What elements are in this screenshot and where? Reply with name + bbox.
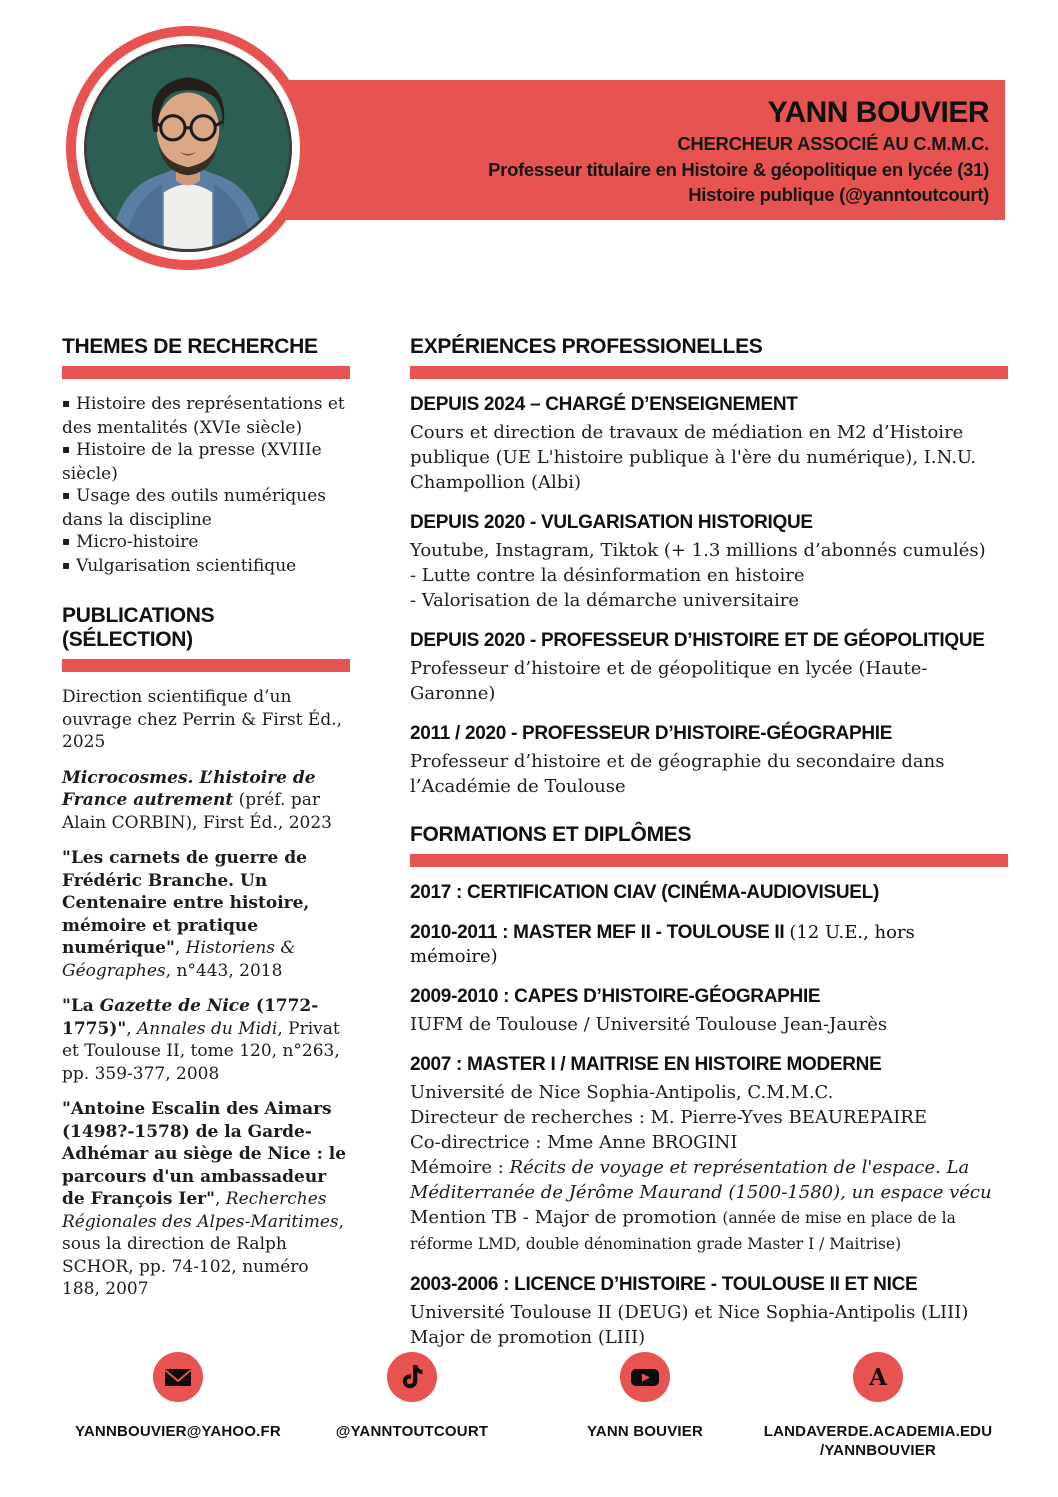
red-divider [62, 659, 350, 672]
square-bullet-icon: ▪ [62, 488, 71, 502]
contact-email-label: YANNBOUVIER@YAHOO.FR [75, 1423, 281, 1440]
text-segment: 2007 : MASTER I / MAITRISE EN HISTOIRE MODERNE [410, 1054, 882, 1075]
text-segment: Université Toulouse II (DEUG) et Nice Sophia-Antipolis (LIII) [410, 1302, 969, 1323]
text-segment: Université de Nice Sophia-Antipolis, C.M.M.C. [410, 1082, 834, 1103]
experience-entry-text [410, 538, 1008, 563]
portrait-illustration [87, 47, 289, 249]
text-segment: Mémoire : [410, 1157, 510, 1178]
section-publications [62, 604, 350, 1301]
experience-entry [410, 393, 1008, 495]
text-segment: (1772-1775)" [62, 996, 319, 1039]
text-segment: IUFM de Toulouse / Université Toulouse Jean-Jaurès [410, 1014, 888, 1035]
text-segment: Directeur de recherches : M. Pierre-Yves BEAUREPAIRE [410, 1107, 927, 1128]
theme-item-label: Usage des outils numériques dans la discipline [62, 486, 327, 530]
theme-item-label: Histoire de la presse (XVIIIe siècle) [62, 440, 322, 484]
contact-academia-label: LANDAVERDE.ACADEMIA.EDU [763, 1423, 993, 1440]
formation-entry-text [410, 1130, 1008, 1155]
red-divider [62, 366, 350, 379]
contact-academia-label-2: /YANNBOUVIER [819, 1442, 937, 1459]
experience-entry [410, 511, 1008, 613]
experience-entry-title [410, 722, 1008, 746]
experience-entry-text [410, 656, 1008, 706]
email-icon [153, 1352, 203, 1402]
contact-youtube-label: YANN BOUVIER [586, 1423, 704, 1440]
text-segment: (12 U.E., hors mémoire) [410, 922, 915, 967]
profile-photo-inner-ring [76, 36, 300, 260]
youtube-icon [620, 1352, 670, 1402]
contact-academia [743, 1352, 1013, 1460]
text-segment: , n°443, 2018 [165, 960, 283, 981]
header-banner [240, 80, 1005, 220]
text-segment: Mention TB - Major de promotion [410, 1207, 723, 1228]
text-segment: DEPUIS 2020 - PROFESSEUR D’HISTOIRE ET DE GÉOPOLITIQUE [410, 630, 985, 651]
text-segment: Annales du Midi [137, 1018, 278, 1039]
experience-entry-text [410, 563, 1008, 588]
text-segment: DEPUIS 2024 – CHARGÉ D’ENSEIGNEMENT [410, 394, 798, 415]
text-segment: , Privat et Toulouse II, tome 120, n°263, pp. 359-377, 2008 [62, 1018, 340, 1084]
formation-entry-text [410, 1205, 1008, 1257]
experience-entry [410, 629, 1008, 706]
text-segment: Youtube, Instagram, Tiktok (+ 1.3 millions d’abonnés cumulés) [410, 540, 986, 561]
square-bullet-icon: ▪ [62, 442, 71, 456]
experience-entry-text [410, 749, 1008, 799]
text-segment: 2009-2010 : CAPES D’HISTOIRE-GÉOGRAPHIE [410, 986, 821, 1007]
formation-entry-text [410, 1325, 1008, 1350]
square-bullet-icon: ▪ [62, 557, 71, 572]
person-name: YANN BOUVIER [767, 96, 989, 129]
profile-photo [84, 44, 292, 252]
theme-item-label: Histoire des représentations et des mentalités (XVIe siècle) [62, 394, 345, 438]
formation-entry [410, 1273, 1008, 1350]
text-segment: (préf. par Alain CORBIN), First Éd., 2023 [62, 790, 332, 833]
experiences-title: EXPÉRIENCES PROFESSIONELLES [410, 335, 763, 358]
text-segment: - Valorisation de la démarche universitaire [410, 590, 800, 611]
person-role-2: Professeur titulaire en Histoire & géopolitique en lycée (31) [488, 158, 989, 180]
square-bullet-icon: ▪ [62, 534, 71, 548]
text-segment: "Antoine Escalin des Aimars (1498?-1578) de la Garde-Adhémar au siège de Nice : le parcours d'un ambassadeur de François Ier" [62, 1099, 347, 1209]
formation-entry-title [410, 1273, 1008, 1297]
experience-entry-text [410, 420, 1008, 495]
text-segment: Direction scientifique d’un ouvrage chez Perrin & First Éd., 2025 [62, 687, 343, 752]
red-divider [410, 854, 1008, 867]
experience-entry-text [410, 588, 1008, 613]
text-segment: Gazette de Nice [99, 996, 250, 1016]
text-segment: Recherches Régionales des Alpes-Maritimes [62, 1189, 339, 1232]
text-segment: 2017 : CERTIFICATION CIAV (CINÉMA-AUDIOVISUEL) [410, 882, 879, 903]
formation-entry-text [410, 1300, 1008, 1325]
formations-title: FORMATIONS ET DIPLÔMES [410, 823, 692, 846]
text-segment: DEPUIS 2020 - VULGARISATION HISTORIQUE [410, 512, 813, 533]
publications-list [62, 686, 350, 1301]
text-segment: 2003-2006 : LICENCE D’HISTOIRE - TOULOUSE II ET NICE [410, 1274, 918, 1295]
text-segment: Professeur d’histoire et de géographie du secondaire dans l’Académie de Toulouse [410, 751, 945, 797]
text-segment: Historiens & Géographes [62, 938, 296, 981]
formation-entry-text [410, 1155, 1008, 1205]
svg-text:A: A [869, 1364, 887, 1391]
text-segment: "La [62, 996, 100, 1016]
publications-title: PUBLICATIONS (SÉLECTION) [62, 604, 215, 651]
section-experiences [410, 335, 1008, 799]
text-segment: Professeur d’histoire et de géopolitique en lycée (Haute-Garonne) [410, 658, 928, 704]
formation-entry [410, 921, 1008, 969]
contact-youtube [510, 1352, 780, 1441]
theme-item [62, 531, 350, 555]
experiences-list [410, 393, 1008, 799]
text-segment: Microcosmes. L’histoire de France autrement [62, 767, 316, 810]
theme-item-label: Micro-histoire [76, 532, 199, 552]
theme-item [62, 555, 350, 579]
experience-entry-title [410, 511, 1008, 535]
experience-entry [410, 722, 1008, 799]
contact-tiktok [277, 1352, 547, 1441]
formation-entry-title [410, 1053, 1008, 1077]
formation-entry-title [410, 921, 1008, 969]
publication-item [62, 847, 350, 982]
text-segment: - Lutte contre la désinformation en histoire [410, 565, 805, 586]
text-segment: 2011 / 2020 - PROFESSEUR D’HISTOIRE-GÉOGRAPHIE [410, 723, 893, 744]
publication-item [62, 686, 350, 754]
publication-item [62, 767, 350, 835]
formations-list [410, 881, 1008, 1350]
red-divider [410, 366, 1008, 379]
text-segment: , [214, 1189, 226, 1209]
experience-entry-title [410, 629, 1008, 653]
contact-email [43, 1352, 313, 1441]
section-themes [62, 335, 350, 578]
text-segment: Major de promotion (LIII) [410, 1327, 646, 1348]
experience-entry-title [410, 393, 1008, 417]
formation-entry [410, 1053, 1008, 1257]
academia-icon [853, 1352, 903, 1402]
text-segment: , [174, 938, 186, 958]
formation-entry [410, 985, 1008, 1037]
theme-item [62, 485, 350, 531]
formation-entry-title [410, 881, 1008, 905]
publication-item [62, 1098, 350, 1301]
text-segment: Co-directrice : Mme Anne BROGINI [410, 1132, 738, 1153]
formation-entry-text [410, 1080, 1008, 1105]
square-bullet-icon: ▪ [62, 396, 71, 410]
left-column [62, 335, 350, 1314]
theme-item [62, 393, 350, 439]
text-segment: "Les carnets de guerre de Frédéric Branche. Un Centenaire entre histoire, mémoire et pratique numérique" [62, 848, 310, 958]
right-column [410, 335, 1008, 1366]
theme-item [62, 439, 350, 485]
text-segment: 2010-2011 : MASTER MEF II - TOULOUSE II [410, 922, 790, 943]
text-segment: , sous la direction de Ralph SCHOR, pp. 74-102, numéro 188, 2007 [62, 1211, 345, 1299]
person-role-3: Histoire publique (@yanntoutcourt) [688, 184, 989, 205]
formation-entry [410, 881, 1008, 905]
formation-entry-title [410, 985, 1008, 1009]
themes-title: THEMES DE RECHERCHE [62, 335, 318, 358]
publication-item [62, 995, 350, 1085]
profile-photo-ring [66, 26, 310, 270]
person-role-1: CHERCHEUR ASSOCIÉ AU C.M.M.C. [677, 133, 989, 154]
contact-tiktok-label: @YANNTOUTCOURT [335, 1423, 489, 1440]
formation-entry-text [410, 1012, 1008, 1037]
formation-entry-text [410, 1105, 1008, 1130]
text-segment: , [126, 1018, 138, 1039]
theme-item-label: Vulgarisation scientifique [76, 555, 297, 576]
text-segment: (année de mise en place de la réforme LMD, double dénomination grade Master I / Maitrise) [410, 1209, 956, 1253]
themes-list [62, 393, 350, 578]
tiktok-icon [387, 1352, 437, 1402]
section-formations [410, 823, 1008, 1350]
text-segment: Cours et direction de travaux de médiation en M2 d’Histoire publique (UE L'histoire publique à l'ère du numérique), I.N.U. Champollion (Albi) [410, 422, 977, 493]
text-segment: Récits de voyage et représentation de l'espace. La Méditerranée de Jérôme Maurand (1500-1580), un espace vécu [410, 1157, 992, 1203]
